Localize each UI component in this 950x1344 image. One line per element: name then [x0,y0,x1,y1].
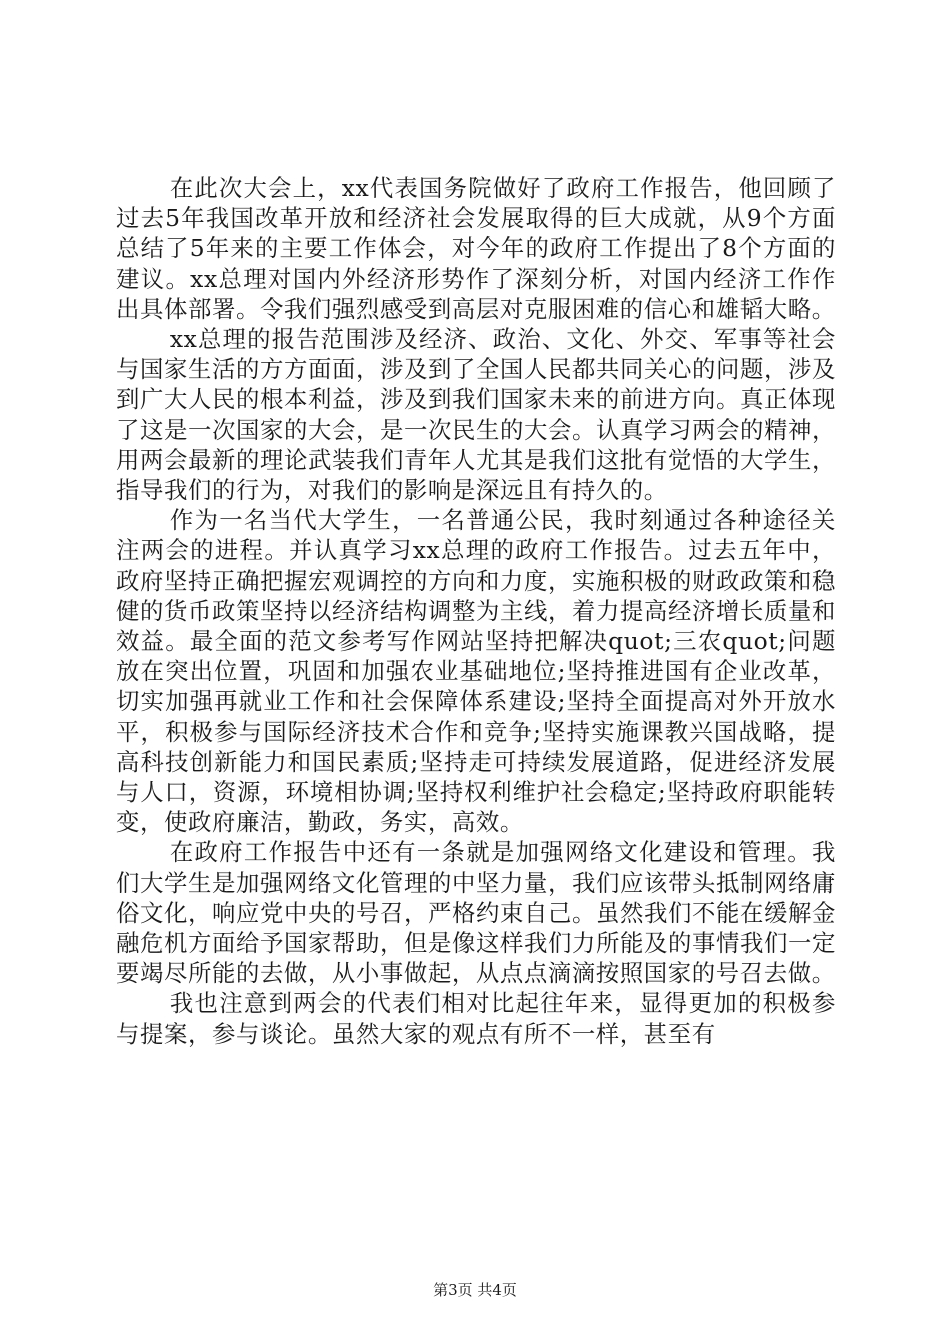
page-footer: 第3页 共4页 [433,1281,517,1299]
paragraph-2: xx总理的报告范围涉及经济、政治、文化、外交、军事等社会与国家生活的方方面面，涉及到了全国人民都共同关心的问题，涉及到广大人民的根本利益，涉及到我们国家未来的前进方向。真正体现了这是一次国家的大会，是一次民生的大会。认真学习两会的精神，用两会最新的理论武装我们青年人尤其是我们这批有觉悟的大学生，指导我们的行为，对我们的影响是深远且有持久的。 [116,325,836,505]
paragraph-5: 我也注意到两会的代表们相对比起往年来，显得更加的积极参与提案，参与谈论。虽然大家的观点有所不一样，甚至有 [116,989,836,1048]
paragraph-3: 作为一名当代大学生，一名普通公民，我时刻通过各种途径关注两会的进程。并认真学习xx总理的政府工作报告。过去五年中，政府坚持正确把握宏观调控的方向和力度，实施积极的财政政策和稳健的货币政策坚持以经济结构调整为主线，着力提高经济增长质量和效益。最全面的范文参考写作网站坚持把解决quot;三农quot;问题放在突出位置，巩固和加强农业基础地位;坚持推进国有企业改革，切实加强再就业工作和社会保障体系建设;坚持全面提高对外开放水平，积极参与国际经济技术合作和竞争;坚持实施课教兴国战略，提高科技创新能力和国民素质;坚持走可持续发展道路，促进经济发展与人口，资源，环境相协调;坚持权利维护社会稳定;坚持政府职能转变，使政府廉洁，勤政，务实，高效。 [116,506,836,837]
document-body [116,173,836,1049]
paragraph-1: 在此次大会上，xx代表国务院做好了政府工作报告，他回顾了过去5年我国改革开放和经济社会发展取得的巨大成就，从9个方面总结了5年来的主要工作体会，对今年的政府工作提出了8个方面的建议。xx总理对国内外经济形势作了深刻分析，对国内经济工作作出具体部署。令我们强烈感受到高层对克服困难的信心和雄韬大略。 [116,174,836,323]
paragraph-4: 在政府工作报告中还有一条就是加强网络文化建设和管理。我们大学生是加强网络文化管理的中坚力量，我们应该带头抵制网络庸俗文化，响应党中央的号召，严格约束自己。虽然我们不能在缓解金融危机方面给予国家帮助，但是像这样我们力所能及的事情我们一定要竭尽所能的去做，从小事做起，从点点滴滴按照国家的号召去做。 [116,838,836,988]
